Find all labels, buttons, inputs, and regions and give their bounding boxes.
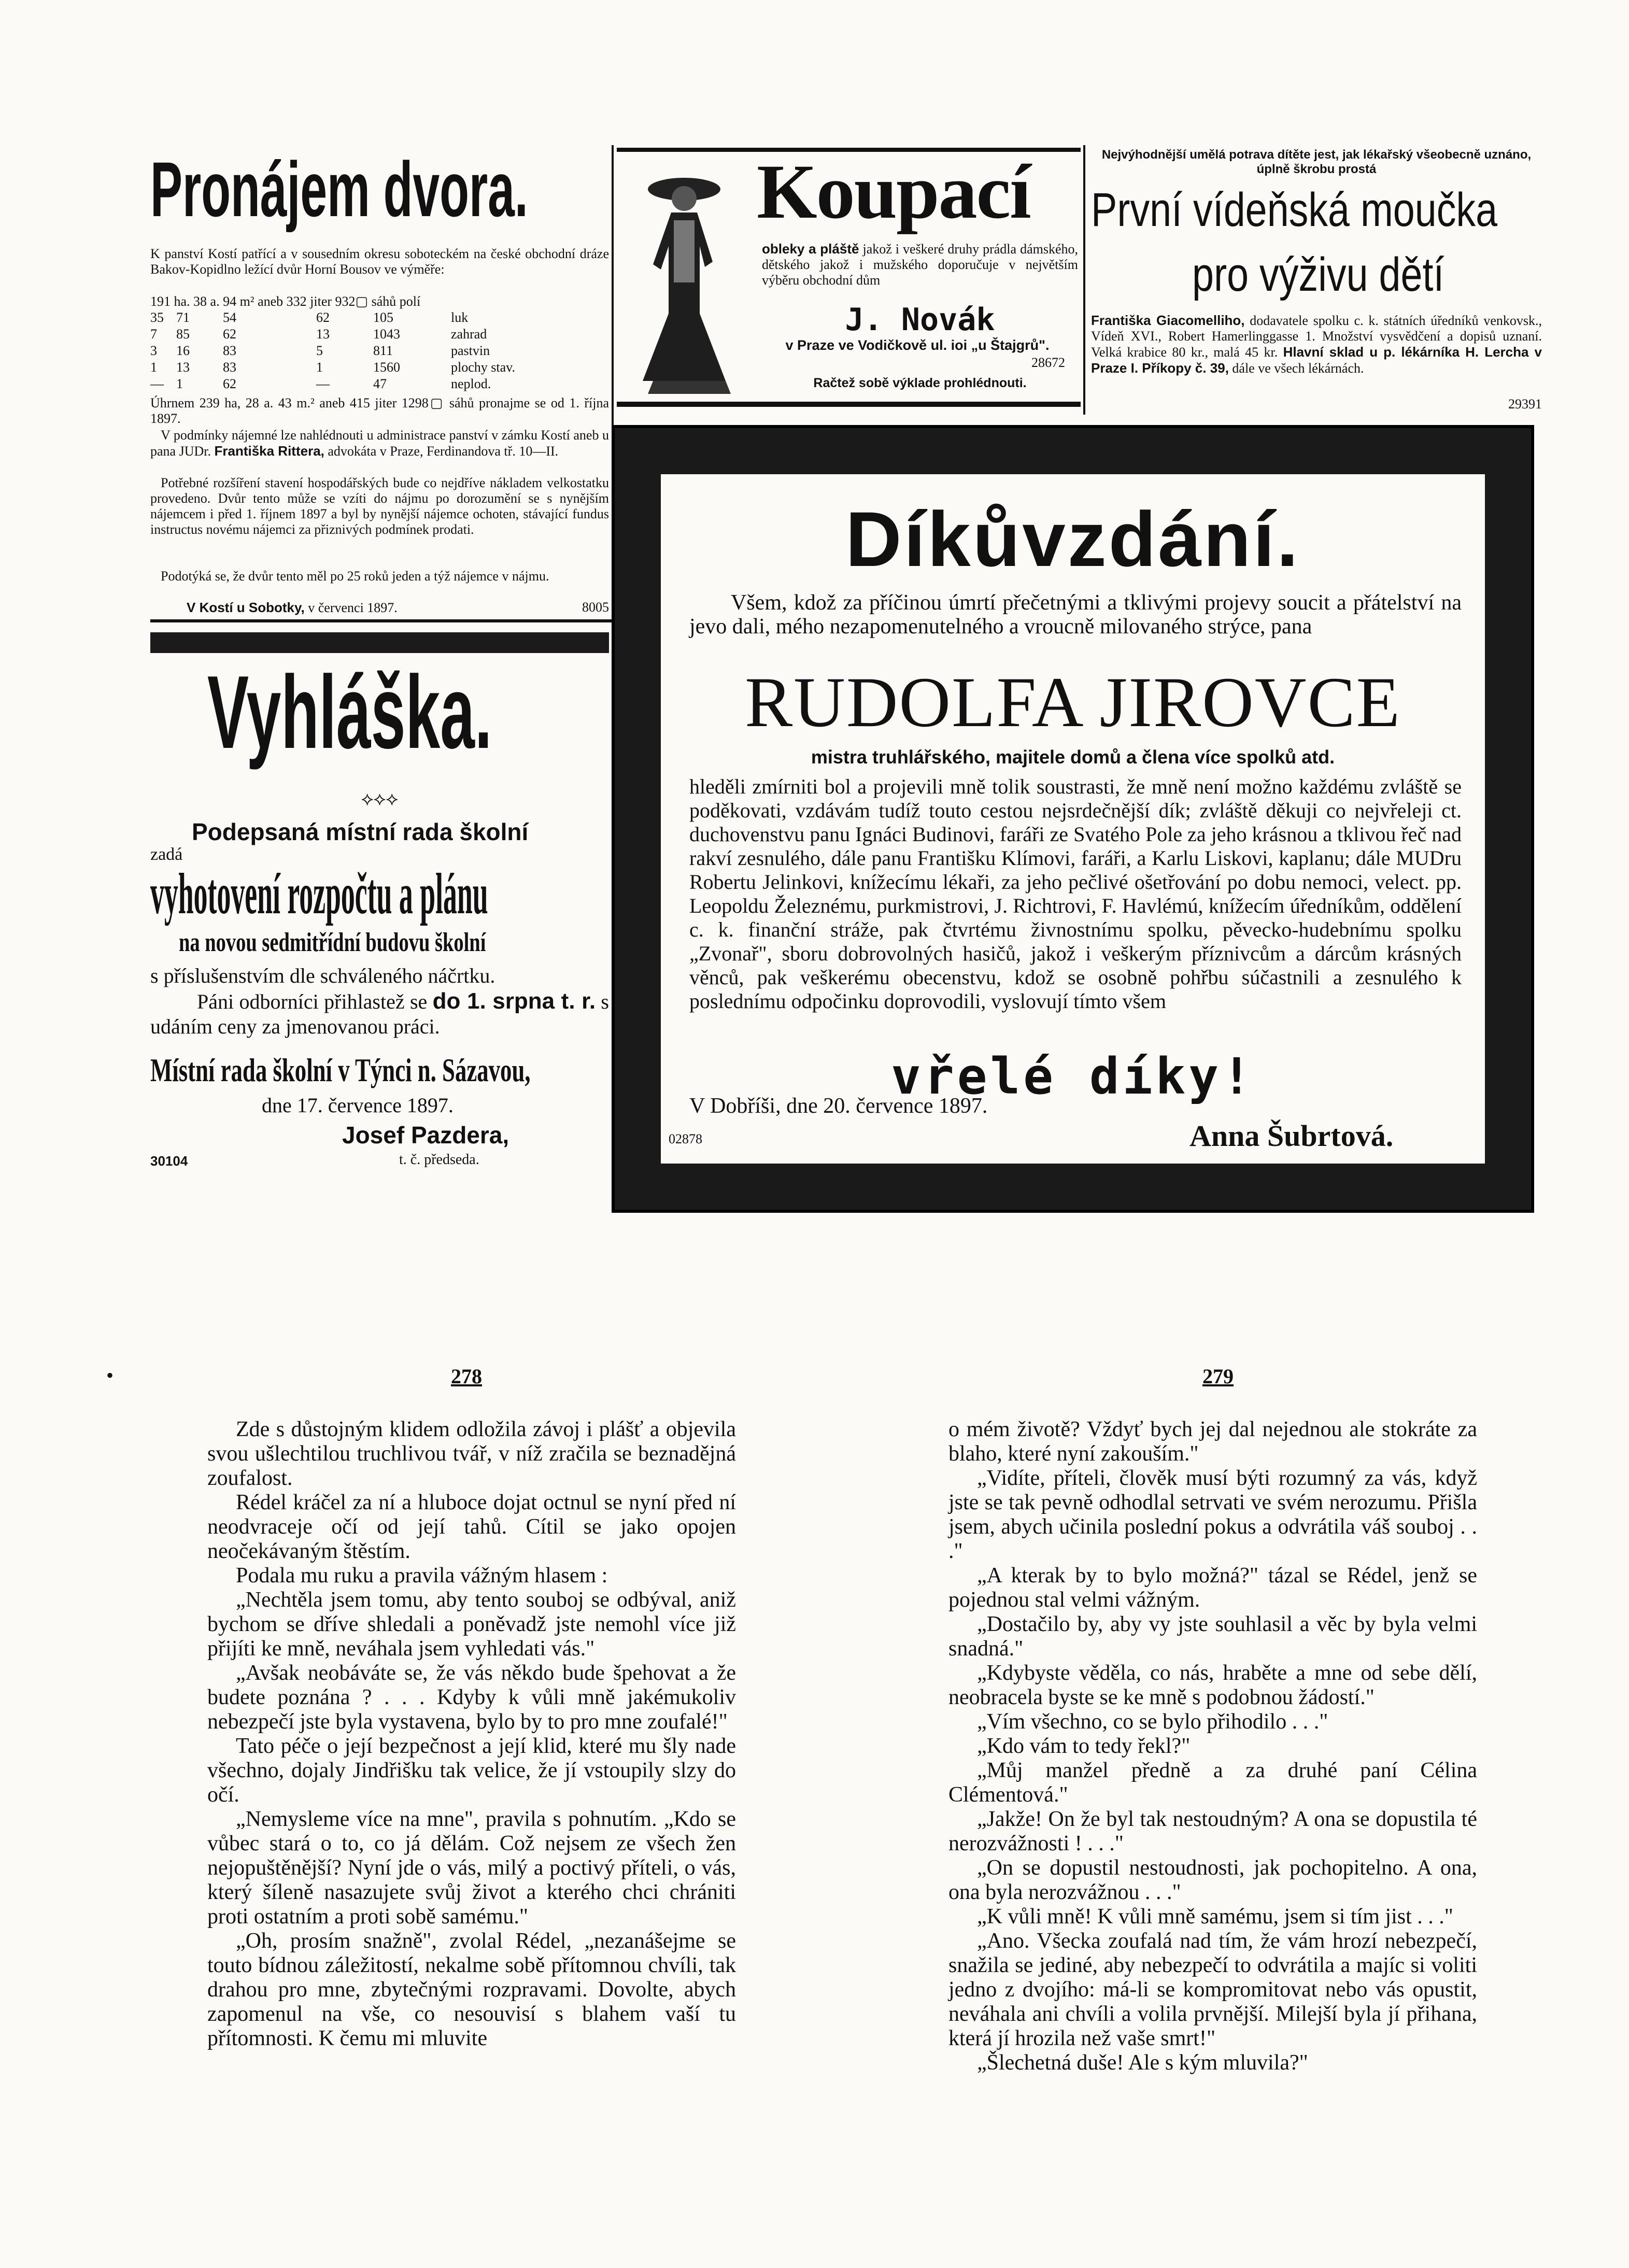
pronajem-para3: Podotýká se, že dvůr tento měl po 25 roků jeden a týž nájemce v nájmu. xyxy=(161,569,549,584)
vyhlaska-invite: Páni odborníci přihlastež se do 1. srpna t. r. s udáním ceny za jmenovanou práci. xyxy=(150,988,609,1038)
story-paragraph: „Jakže! On že byl tak nestoudným? A ona se dopustila té nerozvážnosti ! . . ." xyxy=(948,1807,1477,1855)
dikuvzdani-intro: Všem, kdož za příčinou úmrtí přečetnými a tklivými projevy soucit a přátelství na jevo dali, mého nezapomenutelného a vroucně milovaného strýce, pana xyxy=(689,591,1462,639)
pronajem-signature-line: V Kostí u Sobotky, v červenci 1897. 8005 xyxy=(187,600,609,615)
story-paragraph: „Vím všechno, co se bylo přihodilo . . ." xyxy=(977,1710,1328,1734)
dikuvzdani-signature: Anna Šubrtová. xyxy=(1189,1119,1394,1153)
ad-dikuvzdani xyxy=(612,425,1534,1213)
story-paragraph: „On se dopustil nestoudnosti, jak pochopitelno. A ona, ona byla nerozvážnou . . ." xyxy=(948,1856,1477,1904)
pronajem-summary: Úhrnem 239 ha, 28 a. 43 m.² aneb 415 jiter 1298▢ sáhů pronajme se od 1. října 1897. xyxy=(150,395,609,426)
pronajem-conditions: V podmínky nájemné lze nahlédnouti u administrace panství v zámku Kostí aneb u pana JUDr. Františka Rittera, advokáta v Praze, Ferdinandova tř. 10—II. xyxy=(150,428,609,459)
pronajem-intro: K panství Kostí patřící a v sousedním okresu soboteckém na české obchodní dráze Bakov-Kopidlno ležící dvůr Horní Bousov ve výměře: xyxy=(150,246,609,277)
story-paragraph: „Nemysleme více na mne", pravila s pohnutím. „Kdo se vůbec stará o to, co já dělám. Což nejsem ze všech žen nejopuštěnější? Nyní jde o vás, milý a poctivý příteli, o vás, který šíleně nasazujete svůj život a kterého chci chrániti proti ostatním a proti sobě samému." xyxy=(207,1807,736,1929)
koupaci-note: Račtež sobě výklade prohlédnouti. xyxy=(813,376,1027,390)
bather-figure-icon xyxy=(622,158,757,396)
pronajem-lawyer: Františka Rittera, xyxy=(214,443,324,459)
land-row: 7 85 62 13 1043 zahrad xyxy=(150,327,487,342)
land-row: 1 13 83 1 1560 plochy stav. xyxy=(150,360,515,375)
pronajem-para2: Potřebné rozšíření stavení hospodářských bude co nejdříve nákladem velkostatku provedeno. Dvůr tento může se vzíti do nájmu po dorozumění se s nynějším nájemcem i před 1. říjnem 1897 a byl by nynější nájemce ochoten, stávající fundus instructus novému nájemci za přiznivých podmínek prodati. xyxy=(150,475,609,537)
dikuvzdani-place-date: V Dobříši, dne 20. července 1897. xyxy=(689,1094,988,1118)
story-paragraph: Tato péče o její bezpečnost a její klid, které mu šly nade všechno, dojaly Jindřišku tak velice, že jí vstoupily slzy do očí. xyxy=(207,1734,736,1807)
moucka-title-1: První vídeňská moučka xyxy=(1091,183,1498,236)
ad-pronajem xyxy=(150,148,609,625)
land-row: 3 16 83 5 811 pastvin xyxy=(150,343,490,358)
story-paragraph: „Kdybyste věděla, co nás, hraběte a mne od sebe dělí, neobracela byste se ke mně s podobnou žádostí." xyxy=(948,1661,1477,1709)
vyhlaska-zada: zadá xyxy=(150,845,183,864)
vyhlaska-by: Podepsaná místní rada školní xyxy=(192,818,529,845)
vyhlaska-top-band xyxy=(150,632,609,653)
dikuvzdani-thanks: vřelé díky! xyxy=(891,1047,1255,1105)
vyhlaska-chair: Josef Pazdera, xyxy=(342,1122,509,1149)
story-column-right xyxy=(948,1418,1477,2075)
moucka-code: 29391 xyxy=(1508,396,1542,412)
story-paragraph: „Ano. Všecka zoufalá nad tím, že vám hrozí nebezpečí, snažila se jediné, aby nebezpečí to odvrátila a majíc si voliti jedno z dvojího: má-li se kompromitovat nebo vás opustit, neváhala ani chvíli a volila prvnější. Milejší byla jí přihana, která jí hrozila než vaše smrt!" xyxy=(948,1929,1477,2050)
story-paragraph: „Vidíte, příteli, člověk musí býti rozumný za vás, když jste se tak pevně odhodlal setrvati ve svém nerozumu. Přišla jsem, abych učinila poslední pokus a odvrátila váš souboj . . ." xyxy=(948,1466,1477,1563)
dikuvzdani-code: 02878 xyxy=(669,1131,702,1146)
story-paragraph: „Můj manžel předně a za druhé paní Célina Clémentová." xyxy=(948,1759,1477,1807)
story-paragraph: „Oh, prosím snažně", zvolal Rédel, „nezanášejme se touto bídnou záležitostí, nekalme sobě přítomnou chvíli, tak drahou pro mne, zbytečnými rozpravami. Dovolte, abych zapomenul na vše, co nesouvisí s blahem vaší tu přítomnosti. K čemu mi mluvite xyxy=(207,1929,736,2050)
story-paragraph: „K vůli mně! K vůli mně samému, jsem si tím jist . . ." xyxy=(977,1905,1453,1929)
story-paragraph: o mém životě? Vždyť bych jej dal nejednou ale stokráte za blaho, které nyní zakouším." xyxy=(948,1418,1477,1466)
story-column-left xyxy=(207,1418,736,2051)
pronajem-total: 191 ha. 38 a. 94 m² aneb 332 jiter 932▢ sáhů polí xyxy=(150,294,421,309)
story-paragraph: „Nechtěla jsem tomu, aby tento souboj se odbýval, aniž bychom se dříve shledali a poněvadž jste nemohl více již přijíti ke mně, neváhala jsem vyhledati vás." xyxy=(207,1588,736,1661)
notice-body xyxy=(661,474,1485,1164)
land-row: — 1 62 — 47 neplod. xyxy=(150,376,491,391)
pronajem-code: 8005 xyxy=(582,600,609,615)
page-number-left: 278 xyxy=(451,1365,482,1388)
koupaci-code: 28672 xyxy=(1031,355,1065,370)
moucka-body: Františka Giacomelliho, dodavatele spolku c. k. státních úředníků venkovsk., Vídeň XVI., Robert Hamerlinggasse 1. Množství vysvědčení a dopisů uznaní. Velká krabice 80 kr., malá 45 kr. Hlavní sklad u p. lékárníka H. Lercha v Praze I. Příkopy č. 39, dále ve všech lékárnách. xyxy=(1091,313,1542,376)
koupaci-desc: obleky a pláště jakož i veškeré druhy prádla dámského, dětského jakož i mužského doporučuje v největším výběru obchodní dům xyxy=(762,241,1079,288)
vyhlaska-date: dne 17. července 1897. xyxy=(262,1094,454,1117)
story-paragraph: „Šlechetná duše! Ale s kým mluvila?" xyxy=(977,2051,1308,2075)
vyhlaska-code: 30104 xyxy=(150,1153,188,1169)
story-paragraph: „Kdo vám to tedy řekl?" xyxy=(977,1734,1191,1758)
vyhlaska-with: s příslušenstvím dle schváleného náčrtku. xyxy=(150,964,495,987)
koupaci-address: v Praze ve Vodičkově ul. ioi „u Štajgrů". xyxy=(785,337,1050,353)
vyhlaska-council: Místní rada školní v Týnci n. Sázavou, xyxy=(150,1052,531,1088)
bullet-mark: • xyxy=(106,1364,114,1387)
pronajem-title: Pronájem dvora. xyxy=(150,146,528,233)
pronajem-signature: V Kostí u Sobotky, xyxy=(187,600,305,615)
page-number-right: 279 xyxy=(1202,1365,1234,1388)
story-paragraph: „A kterak by to bylo možná?" tázal se Rédel, jenž se pojednou stal velmi vážným. xyxy=(948,1564,1477,1612)
vyhlaska-title: Vyhláška. xyxy=(207,655,492,770)
dikuvzdani-body: hleděli zmírniti bol a projevili mně tolik soustrasti, že mně není možno každému zvláště se poděkovati, vzdávám tudíž touto cestou nejsrdečnější dík; zvláště děkuji co nejvřeleji ct. duchovenstvu panu Ignáci Budinovi, faráři ze Svatého Pole za jeho krásnou a tklivou řeč nad rakví zesnulého, dále panu Františku Klímovi, faráři, a Karlu Liskovi, kaplanu; dále MUDru Robertu Jelinkovi, knížecímu lékaři, za jeho pečlivé ošetřování po dobu nemoci, velect. pp. Leopoldu Železnému, purkmistrovi, J. Richtrovi, F. Havlémú, knížecím úředníkům, oddělení c. k. finanční stráže, pak čtvrtému živnostnímu spolku, pěvecko-hudebnímu spolku „Zvonař", sboru dobrovolných hasičů, jakož i veškerým příznivcům a dárcům krásných věnců, pak veškerému obecenstvu, kdož se osobně pohřbu súčastnili a zesnulého k poslednímu odpočinku doprovodili, vyslovují tímto všem xyxy=(689,775,1462,1013)
koupaci-firm: J. Novák xyxy=(845,302,995,338)
story-paragraph: „Avšak neobáváte se, že vás někdo bude špehovat a že budete poznána ? . . . Kdyby k vůli mně jakémukoliv nebezpečí jste byla vystavena, bylo by to pro mne zoufalé!" xyxy=(207,1661,736,1734)
story-paragraph: Podala mu ruku a pravila vážným hlasem : xyxy=(236,1564,608,1587)
vyhlaska-task: vyhotovení rozpočtu a plánu xyxy=(150,862,488,926)
moucka-headline: Nejvýhodnější umělá potrava dítěte jest, jak lékařský všeobecně uznáno, úplně škrobu prostá xyxy=(1101,148,1532,176)
story-paragraph: Rédel kráčel za ní a hluboce dojat octnul se nyní před ní neodvraceje očí od její tahů. Cítil se jako opojen neočekávaným štěstím. xyxy=(207,1491,736,1563)
deceased-role: mistra truhlářského, majitele domů a člena více spolků atd. xyxy=(811,746,1335,768)
dikuvzdani-title: Díkůvzdání. xyxy=(845,495,1300,583)
column-divider xyxy=(1083,145,1085,415)
story-paragraph: Zde s důstojným klidem odložila závoj i plášť a objevila svou ušlechtilou truchlivou tvář, v níž zračila se beznadějná zoufalost. xyxy=(207,1418,736,1490)
land-table xyxy=(150,309,609,392)
vyhlaska-ornament: ⟡⟡⟡ xyxy=(361,788,399,809)
ad-vyhlaska xyxy=(150,655,609,1176)
story-paragraph: „Dostačilo by, aby vy jste souhlasil a věc by byla velmi snadná." xyxy=(948,1612,1477,1661)
moucka-title-2: pro výživu dětí xyxy=(1192,248,1444,301)
land-row: 35 71 54 62 105 luk xyxy=(150,310,469,325)
vyhlaska-chair-role: t. č. předseda. xyxy=(399,1152,479,1168)
divider xyxy=(150,619,612,622)
koupaci-title: Koupací xyxy=(757,149,1030,235)
ad-koupaci xyxy=(617,148,1081,412)
deceased-name: RUDOLFA JIROVCE xyxy=(745,662,1401,742)
vyhlaska-subject: na novou sedmitřídní budovu školní xyxy=(179,928,486,957)
ad-moucka xyxy=(1091,148,1542,415)
